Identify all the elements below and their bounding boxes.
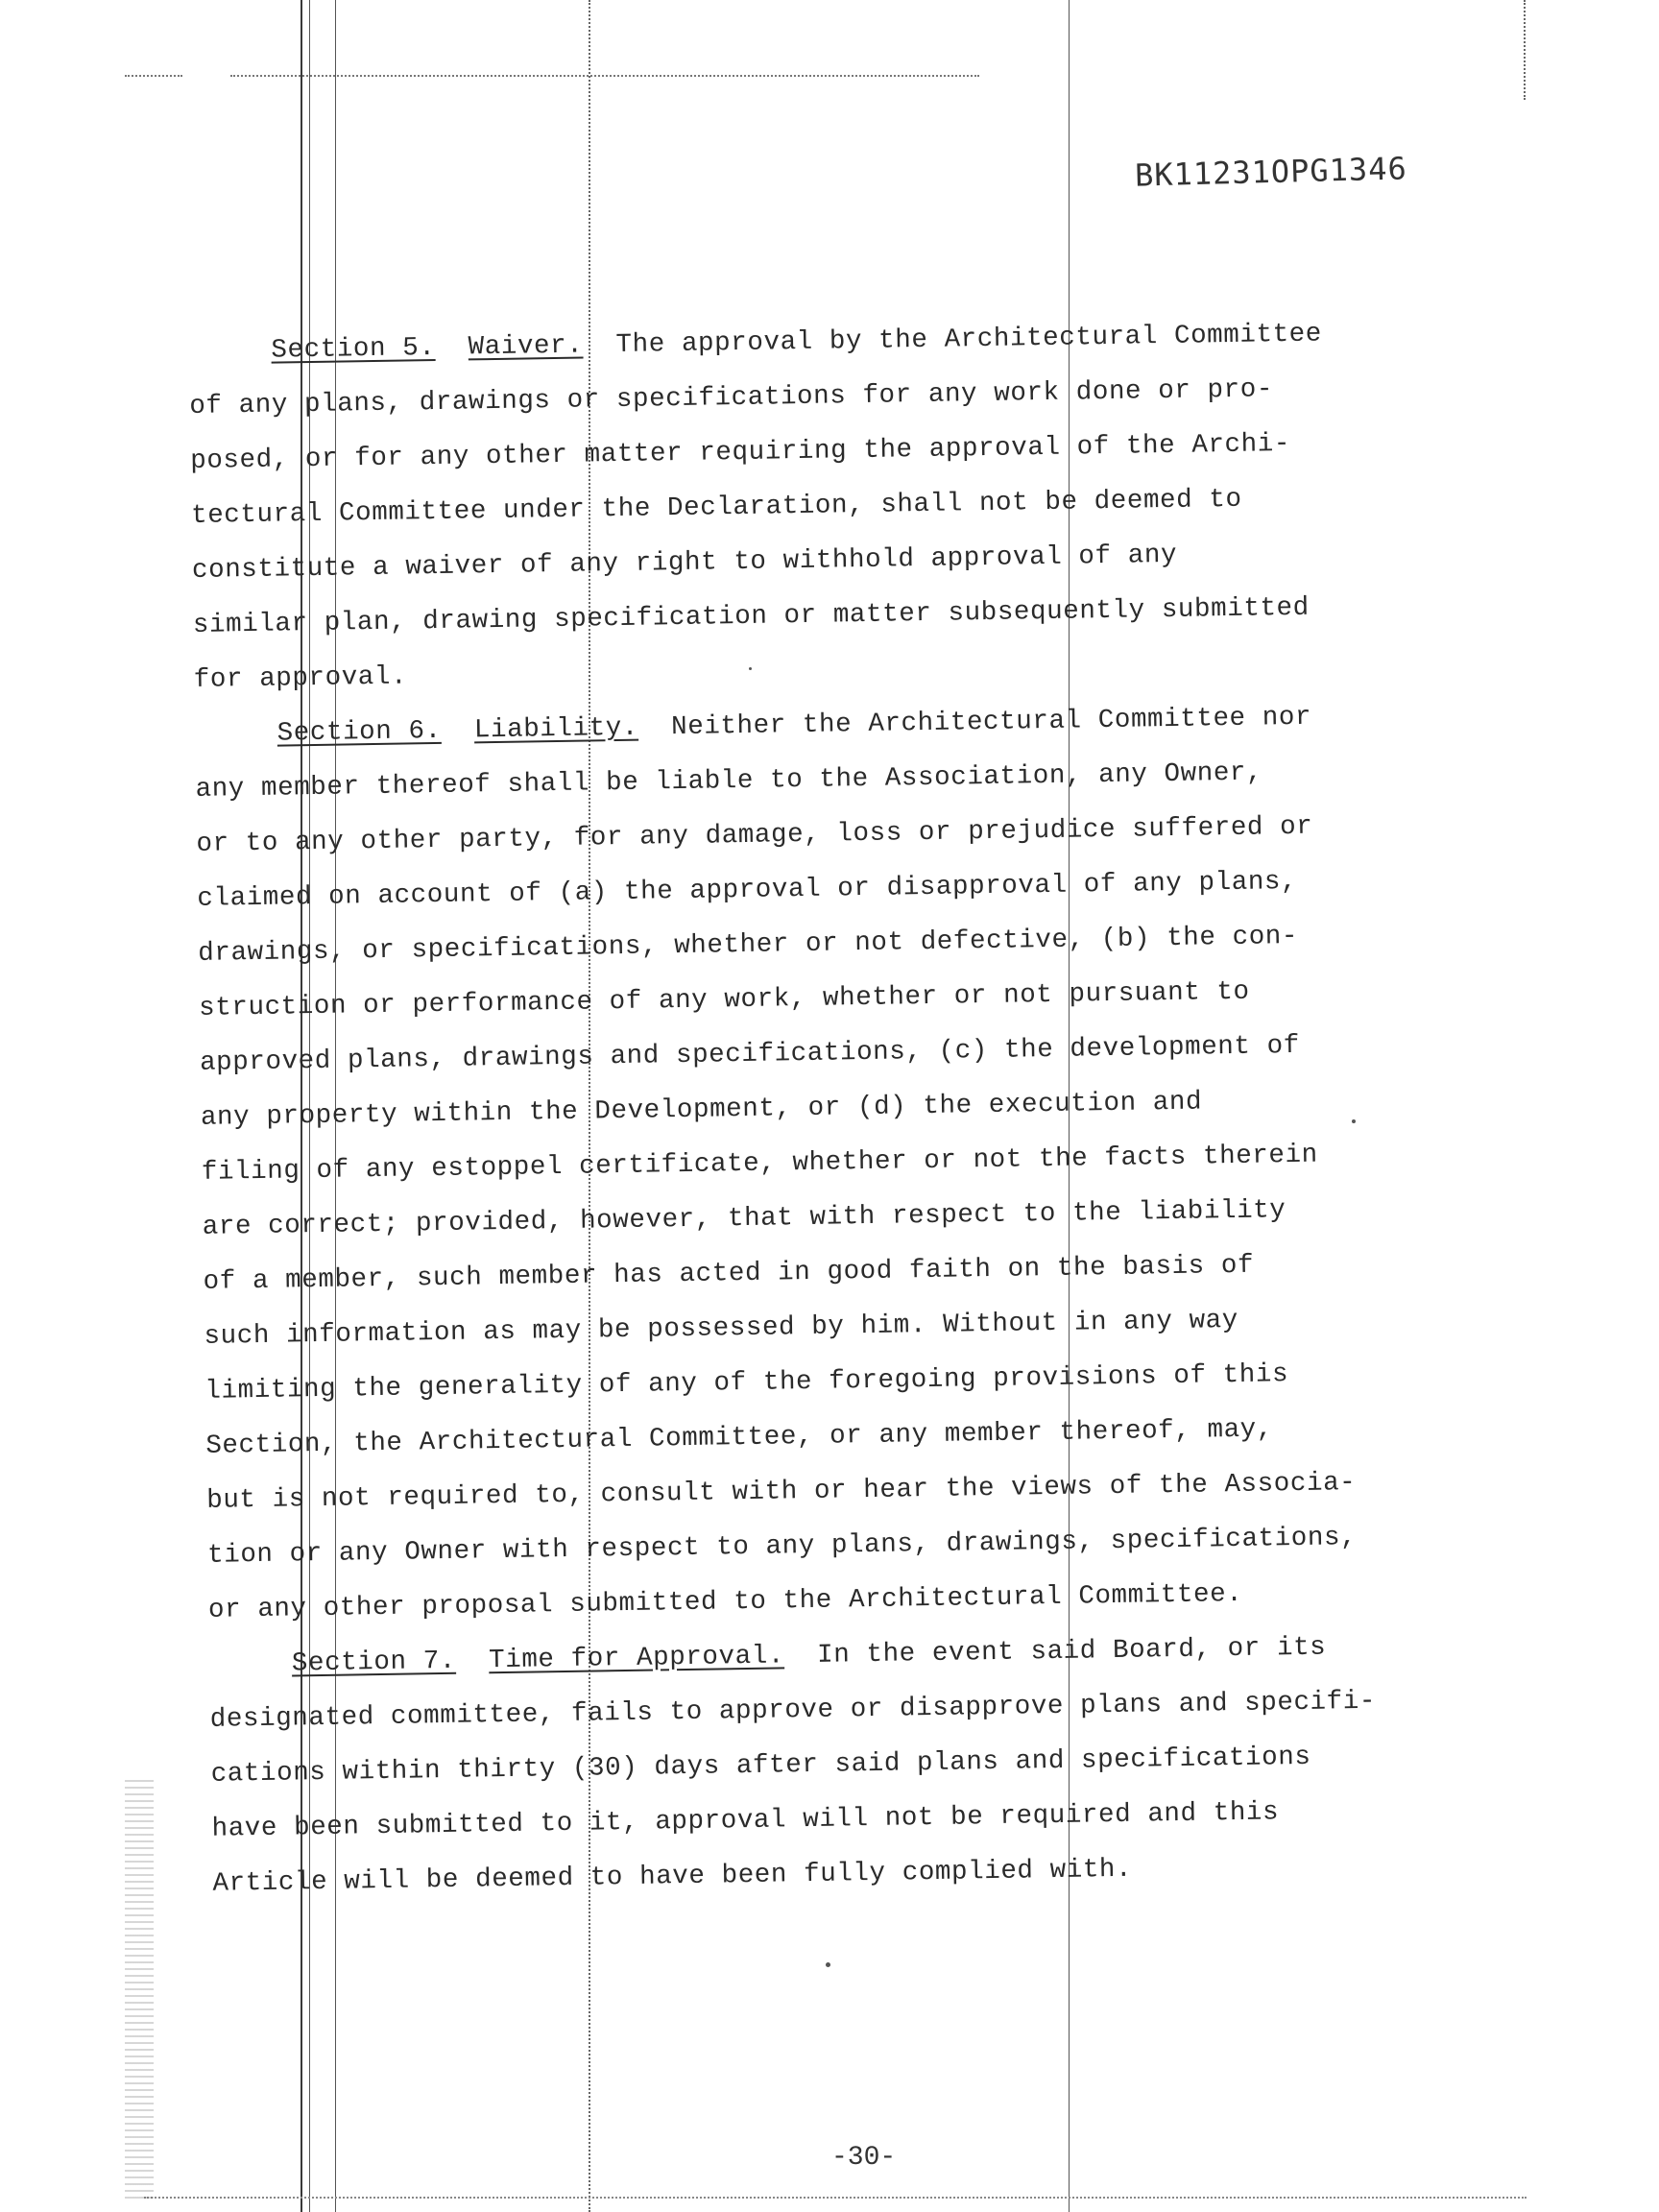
section-5-title: Waiver. [468,330,584,363]
text-line: any member thereof shall be liable to the Association, any Owner, [195,757,1263,805]
text-line: In the event said Board, or its [816,1632,1327,1671]
scan-speck [826,1962,830,1967]
document-body [188,304,1480,1911]
text-line: similar plan, drawing specification or matter subsequently submitted [192,592,1310,640]
section-6-number: Section 6. [276,715,442,749]
text-line: are correct; provided, however, that with respect to the liability [202,1195,1286,1242]
scan-speck [1352,1119,1356,1123]
text-line: tion or any Owner with respect to any plans, drawings, specifications, [206,1523,1358,1571]
page-number: -30- [831,2143,897,2173]
text-line: of a member, such member has acted in good faith on the basis of [203,1250,1255,1297]
text-line: filing of any estoppel certificate, whether or not the facts therein [201,1140,1318,1188]
text-line: posed, or for any other matter requiring the approval of the Archi- [189,428,1291,476]
scan-speck [749,667,752,670]
text-line: claimed on account of (a) the approval or disapproval of any plans, [197,866,1298,914]
text-line: but is not required to, consult with or hear the views of the Associa- [206,1468,1357,1516]
text-line: or any other proposal submitted to the Architectural Committee. [207,1578,1243,1625]
text-line: drawings, or specifications, whether or not defective, (b) the con- [198,921,1299,969]
text-line: for approval. [193,661,408,695]
scan-noise [125,1776,154,2199]
text-line: tectural Committee under the Declaration, shall not be deemed to [190,484,1242,531]
section-5-number: Section 5. [271,332,436,366]
text-line: designated committee, fails to approve or disapprove plans and specifi- [209,1686,1377,1735]
text-line: Section, the Architectural Committee, or any member thereof, may, [205,1414,1274,1461]
text-line: any property within the Development, or (d) the execution and [200,1087,1203,1133]
section-7-title: Time for Approval. [488,1641,785,1676]
text-line: or to any other party, for any damage, loss or prejudice suffered or [196,811,1313,859]
text-line: The approval by the Architectural Committee [615,319,1323,361]
text-line: struction or performance of any work, whether or not pursuant to [198,976,1250,1023]
text-line: such information as may be possessed by him. Without in any way [204,1305,1239,1352]
section-7-number: Section 7. [291,1646,457,1679]
text-line: of any plans, drawings or specifications for any work done or pro- [189,374,1274,421]
text-line: Article will be deemed to have been fully complied with. [212,1854,1133,1899]
text-line: Neither the Architectural Committee nor [670,702,1312,743]
scan-artifact-line [125,75,182,77]
text-line: constitute a waiver of any right to withhold approval of any [191,540,1178,586]
text-line: cations within thirty (30) days after said plans and specifications [210,1742,1311,1790]
section-6-title: Liability. [473,712,639,746]
text-line: have been submitted to it, approval will not be required and this [211,1797,1280,1844]
text-line: limiting the generality of any of the foregoing provisions of this [204,1359,1289,1407]
docket-stamp: BK11231OPG1346 [1134,150,1408,194]
scan-artifact-line [144,2197,1527,2199]
edge-mark [1524,0,1526,100]
scan-artifact-line [230,75,979,77]
text-line: approved plans, drawings and specifications, (c) the development of [199,1030,1301,1078]
